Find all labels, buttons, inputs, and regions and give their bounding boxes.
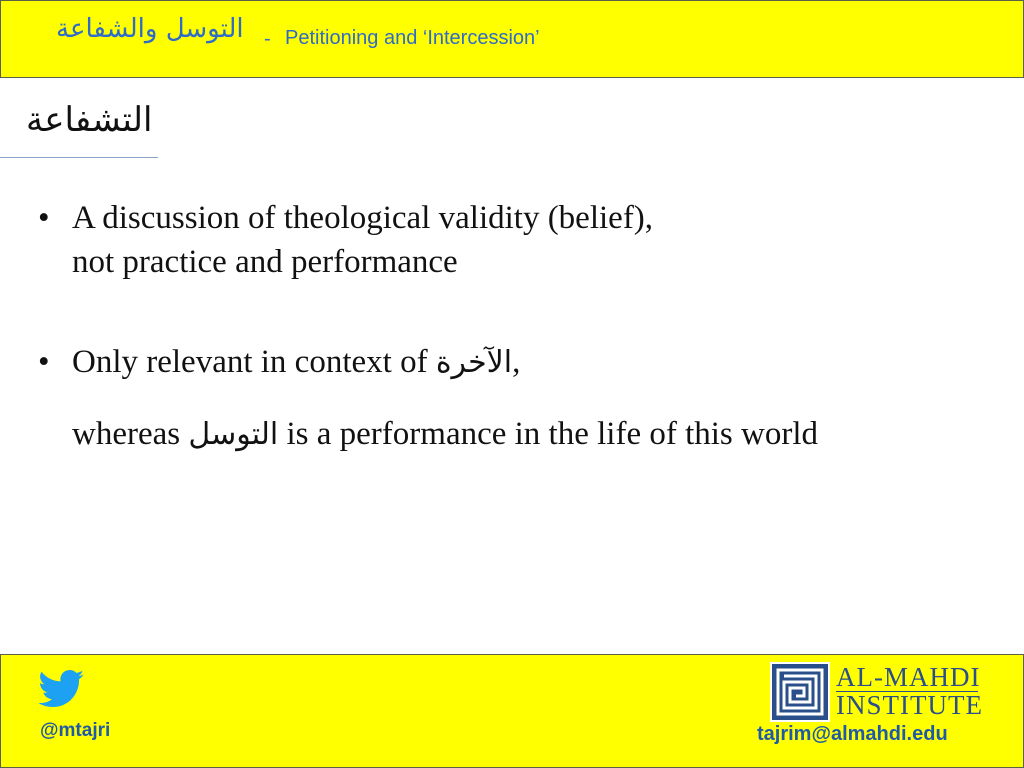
twitter-handle[interactable]: @mtajri	[40, 720, 111, 741]
bullet-2-line-1-suffix: ,	[512, 344, 521, 380]
bullet-1-line-2: not practice and performance	[72, 244, 458, 280]
al-mahdi-logo	[770, 662, 983, 720]
bullet-2-line-2-prefix: whereas	[72, 416, 181, 452]
header-english-title: Petitioning and ‘Intercession’	[285, 27, 540, 49]
bullet-2-arabic-akhira: الآخرة	[435, 345, 513, 380]
logo-text-al-mahdi: AL-MAHDI	[836, 662, 981, 692]
bullet-2-line-1	[72, 340, 520, 385]
contact-email[interactable]: tajrim@almahdi.edu	[757, 723, 948, 745]
title-underline	[0, 157, 158, 158]
bullet-2-arabic-tawassul: التوسل	[188, 417, 279, 452]
header-separator: -	[264, 28, 271, 50]
bullet-2-line-2	[72, 412, 818, 457]
bullet-marker: •	[38, 200, 50, 236]
logo-text-institute: INSTITUTE	[836, 690, 983, 720]
al-mahdi-logo-mark-icon	[770, 662, 830, 722]
bullet-marker: •	[38, 344, 50, 380]
twitter-bird-icon[interactable]	[38, 670, 84, 708]
bullet-2-line-2-suffix: is a performance in the life of this world	[286, 416, 818, 452]
header-arabic-title: التوسل والشفاعة	[56, 14, 244, 44]
bullet-1-line-1: A discussion of theological validity (belief),	[72, 200, 654, 236]
slide-title: التشفاعة	[26, 100, 153, 140]
bullet-2-line-1-prefix: Only relevant in context of	[72, 344, 428, 380]
